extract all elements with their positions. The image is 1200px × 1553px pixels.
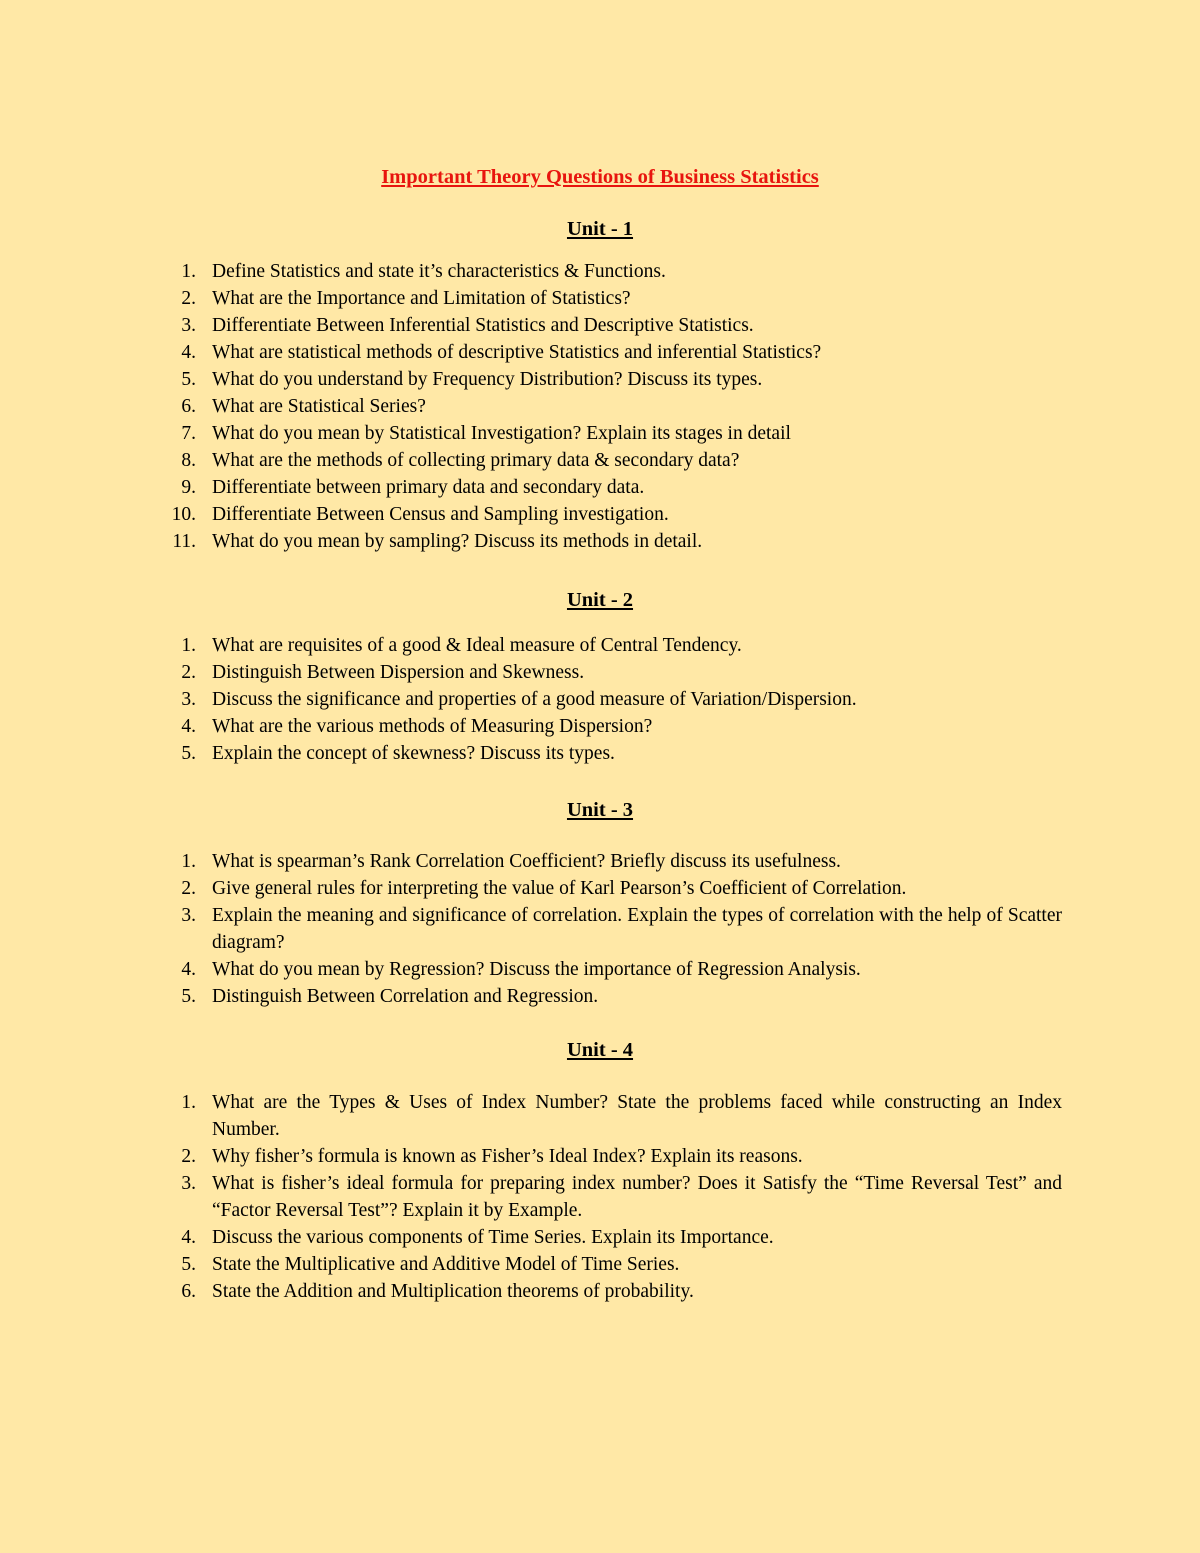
unit-4-question-list <box>0 1089 1200 1305</box>
question-item: 5. Distinguish Between Correlation and Regression. <box>181 986 599 1007</box>
unit-1-question-list <box>0 258 1200 555</box>
question-item: 8. What are the methods of collecting primary data & secondary data? <box>181 450 740 471</box>
unit-3-heading: Unit - 3 <box>566 799 634 821</box>
question-item: 4. What are statistical methods of descriptive Statistics and inferential Statistics? <box>181 342 822 363</box>
unit-2-question-list <box>0 632 1200 767</box>
question-item: 6. State the Addition and Multiplication theorems of probability. <box>181 1281 694 1302</box>
question-item: 4. Discuss the various components of Time Series. Explain its Importance. <box>181 1227 774 1248</box>
question-item: 2. Distinguish Between Dispersion and Skewness. <box>181 662 585 683</box>
unit-1-heading: Unit - 1 <box>566 218 634 240</box>
page-title: Important Theory Questions of Business Statistics <box>381 166 819 188</box>
question-item: 5. State the Multiplicative and Additive Model of Time Series. <box>181 1254 680 1275</box>
question-item: 1. Define Statistics and state it’s characteristics & Functions. <box>181 261 666 282</box>
question-item: 4. What do you mean by Regression? Discuss the importance of Regression Analysis. <box>181 959 861 980</box>
question-item: 11. What do you mean by sampling? Discuss its methods in detail. <box>172 531 703 552</box>
question-item: 1. What are requisites of a good & Ideal measure of Central Tendency. <box>181 635 742 656</box>
question-item: 3. Differentiate Between Inferential Statistics and Descriptive Statistics. <box>181 315 754 336</box>
unit-2-heading: Unit - 2 <box>566 589 634 611</box>
question-item: 1. What is spearman’s Rank Correlation Coefficient? Briefly discuss its usefulness. <box>181 851 841 872</box>
question-item: 5. What do you understand by Frequency Distribution? Discuss its types. <box>181 369 763 390</box>
question-item: 7. What do you mean by Statistical Investigation? Explain its stages in detail <box>181 423 791 444</box>
question-item: 6. What are Statistical Series? <box>181 396 426 417</box>
question-item: 3. What is fisher’s ideal formula for preparing index number? Does it Satisfy the “Time Reversal Test” and “Factor Reversal Test”? Explain it by Example. <box>181 1173 1062 1221</box>
unit-3-question-list <box>0 848 1200 1010</box>
question-item: 1. What are the Types & Uses of Index Number? State the problems faced while constructing an Index Number. <box>181 1092 1062 1140</box>
question-item: 5. Explain the concept of skewness? Discuss its types. <box>181 743 615 764</box>
question-item: 2. What are the Importance and Limitation of Statistics? <box>181 288 631 309</box>
question-item: 9. Differentiate between primary data and secondary data. <box>181 477 645 498</box>
question-item: 2. Give general rules for interpreting the value of Karl Pearson’s Coefficient of Correlation. <box>181 878 907 899</box>
question-item: 3. Explain the meaning and significance of correlation. Explain the types of correlation with the help of Scatter diagram? <box>181 905 1062 953</box>
unit-4-heading: Unit - 4 <box>566 1039 634 1061</box>
question-item: 4. What are the various methods of Measuring Dispersion? <box>181 716 653 737</box>
question-item: 2. Why fisher’s formula is known as Fisher’s Ideal Index? Explain its reasons. <box>181 1146 803 1167</box>
question-item: 10. Differentiate Between Census and Sampling investigation. <box>171 504 669 525</box>
question-item: 3. Discuss the significance and properties of a good measure of Variation/Dispersion. <box>181 689 857 710</box>
